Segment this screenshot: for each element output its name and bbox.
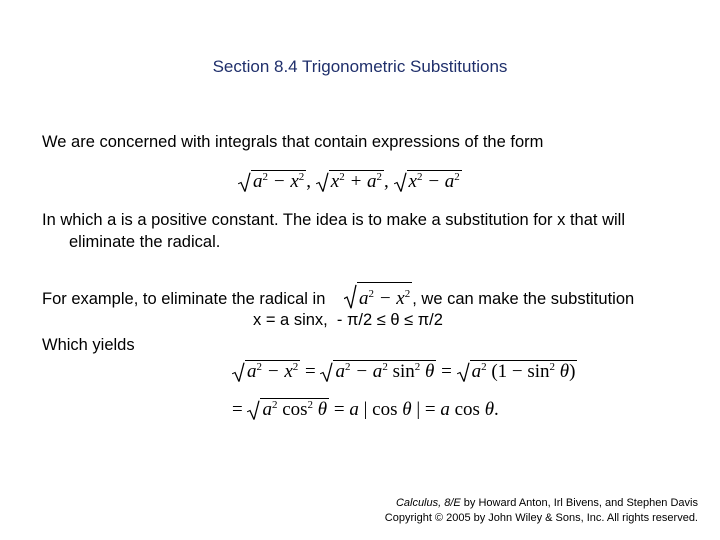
radical-forms: $a^2 - x^2$ , $x^2 + a^2$ , $x^2 - a^2$ <box>238 170 462 193</box>
equation-line-2: = $a^2$ $\cos^2 \theta = a$ | cos θ | = a cos θ. <box>232 399 499 420</box>
citation-authors: by Howard Anton, Irl Bivens, and Stephen Davis <box>460 497 698 509</box>
example-post-text: , we can make the substitution <box>412 290 635 308</box>
example-line <box>42 282 702 310</box>
example-pre-text: For example, to eliminate the radical in <box>42 290 326 308</box>
substitution-text: x = a sinx, - π/2 ≤ θ ≤ π/2 <box>253 311 443 329</box>
explanation-paragraph: In which a is a positive constant. The idea is to make a substitution for x that will eliminate the radical. <box>42 211 625 251</box>
page-title: Section 8.4 Trigonometric Substitutions <box>212 57 508 76</box>
radical-x2-minus-a2: $x^2 - a^2$ <box>394 170 462 193</box>
equation-line-1: $a^2 - x^2 = a^2 - a^2$ $\sin^2 \theta = a^2$ $(1 - \sin^2 \theta)$ <box>232 360 577 383</box>
radical-x2-plus-a2: $x^2 + a^2$ <box>316 170 384 193</box>
citation-book: Calculus, 8/E <box>395 497 461 509</box>
example-radical: $a^2 - x^2$ <box>344 282 412 310</box>
radical-a2-minus-x2: $a^2 - x^2$ <box>238 170 306 193</box>
intro-text: We are concerned with integrals that contain expressions of the form <box>42 133 544 151</box>
which-yields-text: Which yields <box>42 336 135 354</box>
citation-copyright: Copyright © 2005 by John Wiley & Sons, Inc. All rights reserved. <box>384 512 698 524</box>
explanation-text <box>42 209 682 253</box>
citation <box>385 496 698 526</box>
